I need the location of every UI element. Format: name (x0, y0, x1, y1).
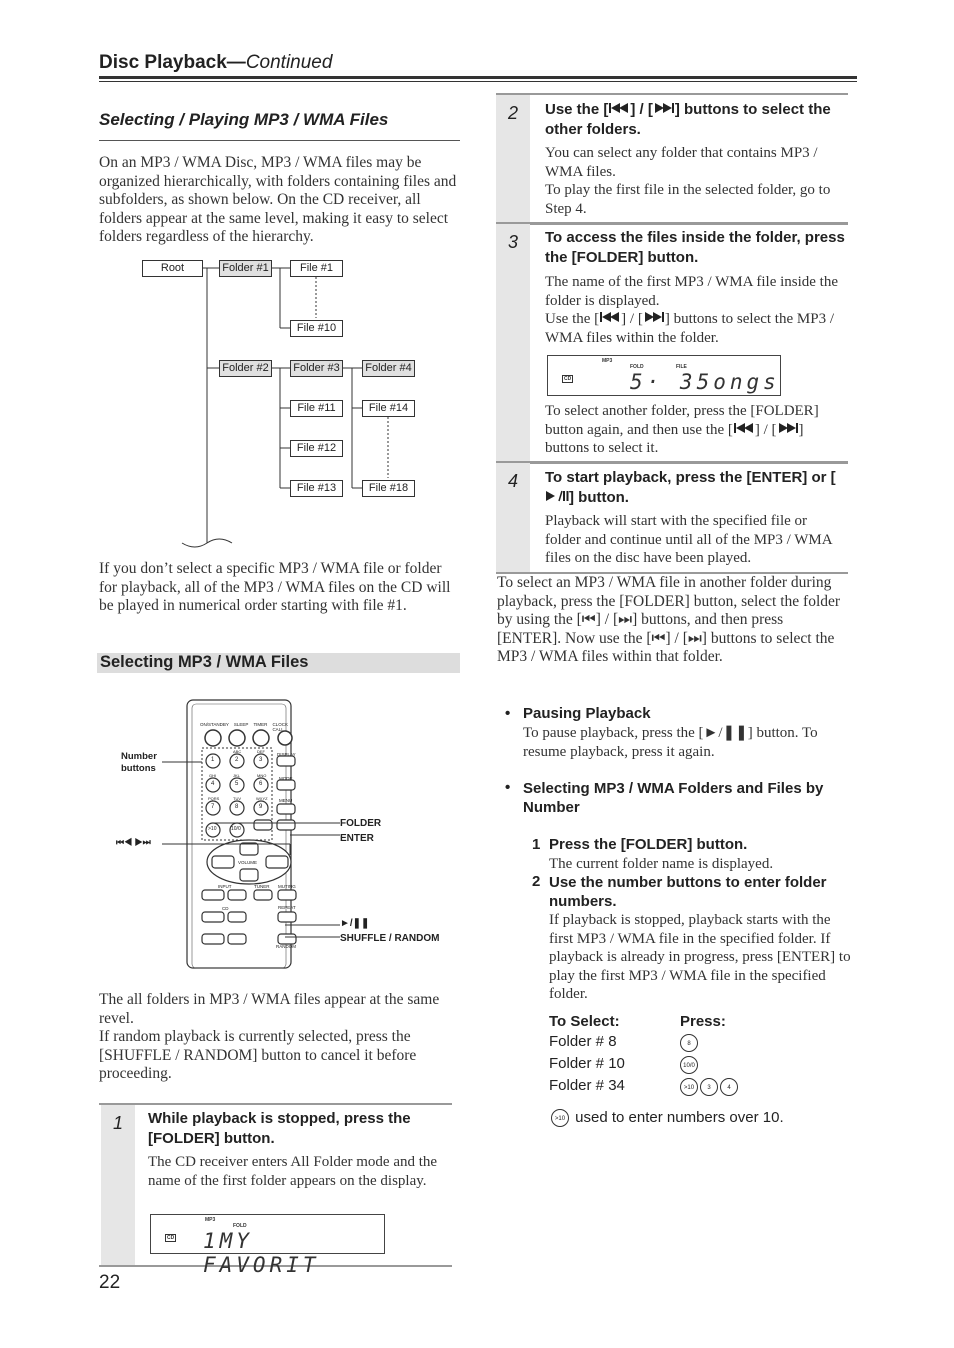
next-track-icon (643, 310, 665, 329)
tree-file-13: File #13 (290, 480, 343, 497)
tree-file-1: File #1 (290, 260, 343, 277)
button-gt10-icon: >10 (680, 1078, 698, 1096)
step-3-lcd: MP3 FOLD FILE CD 5· 35ongs (547, 355, 781, 396)
key-4: 4 (211, 781, 215, 787)
section-rule (99, 140, 460, 141)
prev-track-icon (608, 100, 630, 120)
tree-folder-3: Folder #3 (290, 360, 343, 377)
step-4-heading: To start playback, press the [ENTER] or [] button. (545, 468, 845, 508)
remote-menu-label: MENU (279, 798, 293, 803)
table-row-label: Folder # 34 (549, 1077, 625, 1094)
table-footnote: >10 used to enter numbers over 10. (551, 1109, 784, 1127)
step-2-number: 2 (496, 95, 530, 223)
key-10-0: 10/0 (231, 826, 241, 832)
step-4-number: 4 (496, 463, 530, 572)
table-row-buttons (680, 1078, 740, 1096)
tree-file-18: File #18 (362, 480, 415, 497)
step-2-heading: Use the [ ] / [ ] buttons to select the other folders. (545, 101, 831, 139)
button-3-icon: 3 (700, 1078, 718, 1096)
remote-input-label: INPUT (218, 884, 232, 889)
remote-repeat-label: REPEAT (278, 905, 296, 910)
step-1-lcd: MP3 FOLD CD 1MY FAVORIT (150, 1214, 385, 1254)
selecting-step-1-body: The current folder name is displayed. (549, 856, 774, 872)
table-row-buttons (680, 1056, 700, 1074)
step-3-body-3: To select another folder, press the [FOLDER] button again, and then use the [ ] / [ ] buttons to select it. (545, 403, 819, 457)
remote-display-label: DISPLAY (277, 752, 296, 757)
step-3-body-1: The name of the first MP3 / WMA file inside the folder is displayed. (545, 274, 839, 309)
next-track-icon (653, 100, 675, 120)
key-9: 9 (259, 804, 263, 810)
table-row-label: Folder # 8 (549, 1033, 617, 1050)
button-gt10-icon: >10 (551, 1109, 569, 1127)
callout-number-buttons: Number buttons (121, 751, 157, 774)
paragraph-during-playback: To select an MP3 / WMA file in another folder during playback, press the [FOLDER] button, select the folder by using the [⏮] / [⏭] buttons, and then press [ENTER]. Now use the [⏮] / [⏭] buttons to select the MP3 / WMA files within that folder. (497, 574, 841, 665)
table-header-select: To Select: (549, 1013, 620, 1030)
tree-file-11: File #11 (290, 400, 343, 417)
intro-paragraph: On an MP3 / WMA Disc, MP3 / WMA files may be organized hierarchically, with folders containing files and subfolders, as shown below. On the CD receiver, all folders appear at the same level, making it easy to select folders regardless of the hierarchy. (99, 154, 457, 245)
selecting-title: Selecting MP3 / WMA Folders and Files by Number (523, 780, 824, 816)
remote-mode-label: MODE (279, 776, 293, 781)
remote-tuner-label: TUNER (254, 884, 270, 889)
callout-skip-buttons: ⏮◀ ▶⏭ (116, 837, 151, 847)
table-header-press: Press: (680, 1013, 726, 1030)
subsection-title: Selecting MP3 / WMA Files (100, 653, 309, 671)
next-track-icon (777, 421, 799, 440)
button-4-icon: 4 (720, 1078, 738, 1096)
callout-folder: FOLDER (340, 818, 382, 829)
step-3-number: 3 (496, 224, 530, 462)
step-4-body: Playback will start with the specified file or folder and continue until all of the MP3 / WMA files on the disc have been played. (545, 513, 832, 566)
pausing-title: Pausing Playback (523, 705, 651, 722)
tree-file-10: File #10 (290, 320, 343, 337)
tree-folder-4: Folder #4 (362, 360, 415, 377)
selecting-step-2-number: 2 (532, 873, 541, 890)
bullet-selecting: • (505, 779, 511, 796)
remote-random-label: RANDOM (276, 944, 296, 949)
page-header-title: Disc Playback—Continued (99, 52, 333, 73)
key-1: 1 (211, 757, 215, 763)
play-pause-icon (545, 488, 569, 508)
step-1-body: The CD receiver enters All Folder mode and the name of the first folder appears on the display. (148, 1154, 438, 1189)
key-2: 2 (235, 757, 239, 763)
table-row-label: Folder # 10 (549, 1055, 625, 1072)
step-1-heading: While playback is stopped, press the [FOLDER] button. (148, 1110, 411, 1147)
callout-play-pause: ►/❚❚ (340, 918, 370, 929)
tree-file-14: File #14 (362, 400, 415, 417)
tree-root: Root (142, 260, 203, 277)
remote-callout-lines (110, 740, 460, 950)
key-gt10: >10 (208, 826, 217, 832)
remote-muting-label: MUTING (278, 884, 296, 889)
paragraph-default-playback: If you don’t select a specific MP3 / WMA file or folder for playback, all of the MP3 / WMA files on the CD will be played in numerical order starting with file #1. (99, 560, 451, 614)
step-3-heading: To access the files inside the folder, press the [FOLDER] button. (545, 229, 845, 266)
step-2-body-1: You can select any folder that contains MP3 / WMA files. (545, 145, 818, 180)
step-3-body-2: Use the [ ] / [ ] buttons to select the MP3 / WMA files within the folder. (545, 311, 834, 346)
page-number: 22 (99, 1272, 121, 1293)
selecting-step-2-body: If playback is stopped, playback starts with the first MP3 / WMA file in the specified folder. If playback is already in progress, press [ENTER] to play the first MP3 / WMA file in the specified folder. (549, 912, 851, 1002)
button-8-icon: 8 (680, 1034, 698, 1052)
paragraph-folders-note: The all folders in MP3 / WMA files appear at the same revel. If random playback is currently selected, press the [SHUFFLE / RANDOM] button to cancel it before proceeding. (99, 991, 440, 1082)
step-1-lcd-text: 1MY FAVORIT (203, 1229, 320, 1277)
key-7: 7 (211, 804, 215, 810)
callout-enter: ENTER (340, 833, 374, 844)
prev-track-icon (733, 421, 755, 440)
tree-folder-1: Folder #1 (219, 260, 272, 277)
key-5: 5 (235, 781, 239, 787)
selecting-step-1-heading: Press the [FOLDER] button. (549, 836, 748, 853)
pausing-body: To pause playback, press the [►/❚❚] button. To resume playback, press it again. (523, 725, 818, 760)
key-6: 6 (259, 781, 263, 787)
remote-volume-label: VOLUME (238, 860, 258, 865)
page-header-suffix: Continued (245, 52, 333, 73)
tree-folder-2: Folder #2 (219, 360, 272, 377)
section-title: Selecting / Playing MP3 / WMA Files (99, 110, 389, 129)
remote-cd-label: CD (222, 906, 229, 911)
table-row-buttons (680, 1034, 700, 1052)
step-3-lcd-text: 5· 35ongs (630, 370, 780, 394)
step-1-number: 1 (101, 1105, 135, 1265)
tree-file-12: File #12 (290, 440, 343, 457)
prev-track-icon (599, 310, 621, 329)
remote-top-labels: ON/STANDBY SLEEP TIMER CLOCK CALL (200, 722, 288, 732)
header-rule-thick (99, 76, 857, 79)
header-rule-thin (99, 81, 857, 82)
button-10-0-icon: 10/0 (680, 1056, 698, 1074)
selecting-step-2-heading: Use the number buttons to enter folder numbers. (549, 874, 827, 910)
bullet-pausing: • (505, 705, 511, 722)
step-2-body-2: To play the first file in the selected folder, go to Step 4. (545, 182, 831, 217)
key-8: 8 (235, 804, 239, 810)
callout-shuffle-random: SHUFFLE / RANDOM (340, 933, 440, 944)
selecting-step-1-number: 1 (532, 836, 541, 853)
key-3: 3 (259, 757, 263, 763)
